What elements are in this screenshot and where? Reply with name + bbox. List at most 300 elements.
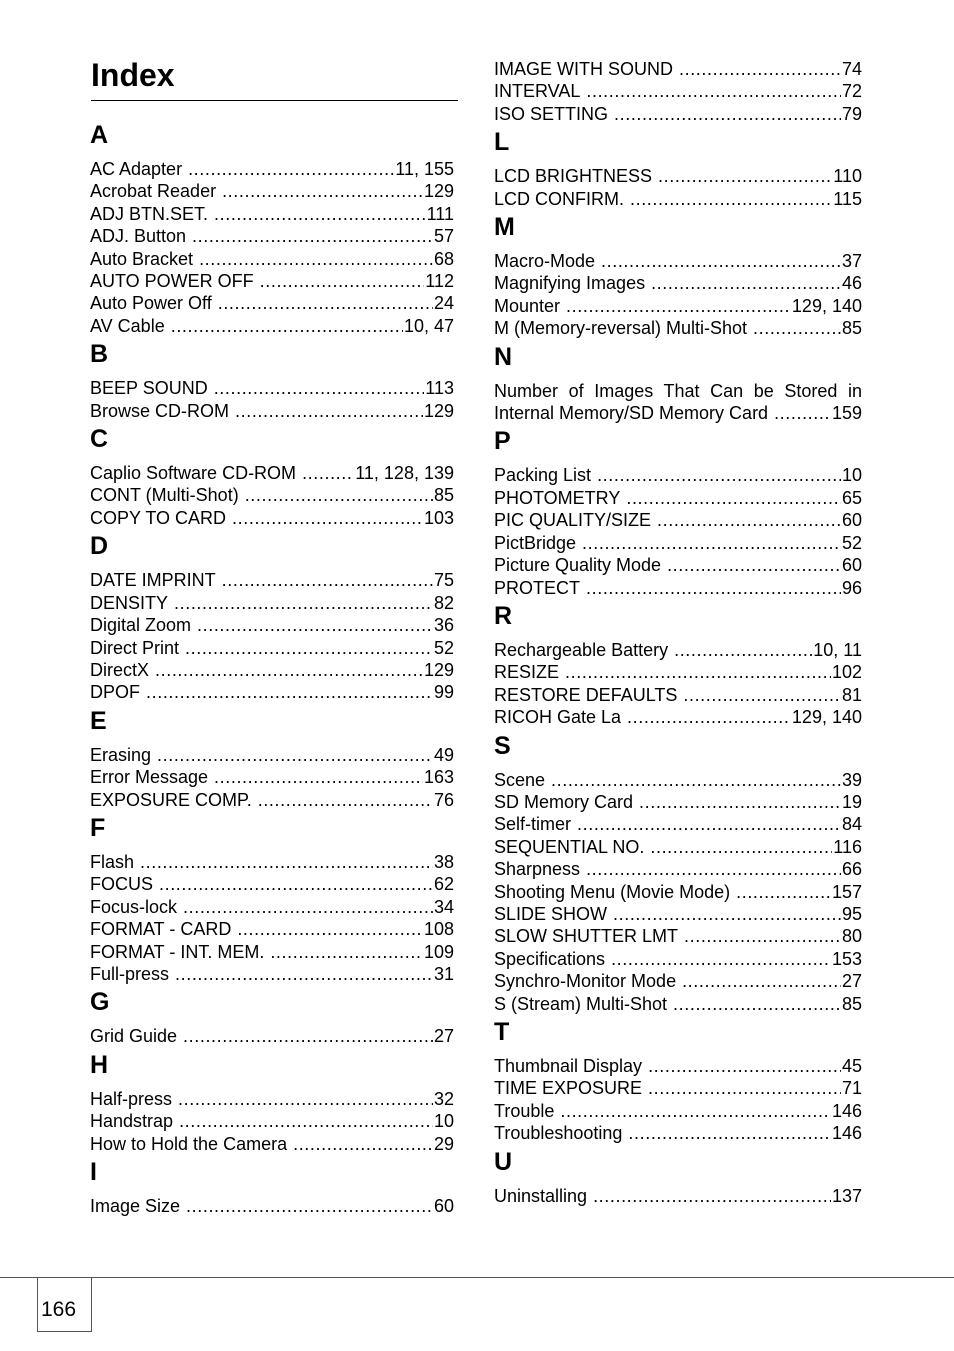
index-entry [90,569,454,591]
index-term: Specifications [494,948,606,969]
dot-leader [302,462,354,484]
index-entry [494,881,862,903]
section-letter: C [90,425,109,454]
index-entry [494,903,862,925]
dot-leader [146,681,433,703]
section-letter: F [90,813,106,842]
footer-rule [0,1277,954,1278]
index-entry [494,970,862,992]
dot-leader [222,180,423,202]
index-entry [90,180,454,202]
index-pages: 60 [433,1196,454,1216]
index-term: DirectX [90,659,150,680]
index-term: EXPOSURE COMP. [90,789,252,810]
index-term: FORMAT - CARD [90,919,232,940]
index-pages: 52 [433,637,454,658]
dot-leader [613,903,841,925]
index-entry [494,858,862,880]
index-term: Browse CD-ROM [90,400,230,421]
index-entry [494,80,862,102]
index-pages: 10, 47 [403,315,454,336]
index-pages: 108 [423,919,454,940]
index-pages: 68 [433,248,454,269]
dot-leader [551,769,841,791]
index-pages: 99 [433,682,454,703]
index-pages: 27 [841,971,862,992]
index-term: Error Message [90,767,209,788]
index-term: DPOF [90,682,141,703]
index-pages: 71 [841,1078,862,1099]
dot-leader [218,292,433,314]
index-term: Shooting Menu (Movie Mode) [494,881,731,902]
dot-leader [270,941,423,963]
index-pages: 75 [433,570,454,591]
index-entry [90,659,454,681]
index-term: Trouble [494,1100,555,1121]
index-entry [90,766,454,788]
index-entry [90,1110,454,1132]
entry-list [494,165,862,210]
index-pages: 109 [423,941,454,962]
index-term: Handstrap [90,1111,174,1132]
dot-leader [245,484,433,506]
dot-leader [186,1195,433,1217]
entry-list [90,1088,454,1155]
dot-leader [683,684,841,706]
index-pages: 52 [841,532,862,553]
index-entry [90,1133,454,1155]
index-term: S (Stream) Multi-Shot [494,993,668,1014]
dot-leader [237,918,423,940]
index-pages: 129, 140 [791,707,862,728]
index-pages: 137 [831,1185,862,1206]
index-column-right [494,58,862,1207]
index-term: SEQUENTIAL NO. [494,836,645,857]
section-letter: R [494,601,513,630]
index-column-left [90,118,454,1217]
index-entry [494,1185,862,1207]
dot-leader [199,248,433,270]
index-entry [494,554,862,576]
index-term: DENSITY [90,592,169,613]
index-entry [90,789,454,811]
index-term: Synchro-Monitor Mode [494,971,677,992]
dot-leader [614,103,841,125]
index-term: RESTORE DEFAULTS [494,684,678,705]
index-pages: 110 [833,166,862,187]
index-section [494,210,862,340]
index-pages: 46 [841,273,862,294]
dot-leader [650,836,832,858]
entry-list [90,377,454,422]
dot-leader [628,1122,831,1144]
index-pages: 84 [841,814,862,835]
dot-leader [260,270,425,292]
index-pages: 79 [841,103,862,124]
index-term: M (Memory-reversal) Multi-Shot [494,318,748,339]
dot-leader [648,1055,841,1077]
index-entry [494,993,862,1015]
index-term: SD Memory Card [494,791,634,812]
index-entry [494,532,862,554]
index-term: Flash [90,851,135,872]
dot-leader [586,577,841,599]
index-pages: 129 [423,659,454,680]
page-title: Index [91,54,458,101]
index-pages: 31 [433,963,454,984]
index-entry [494,1077,862,1099]
index-term: IMAGE WITH SOUND [494,59,673,79]
index-term: BEEP SOUND [90,378,208,399]
section-letter: M [494,213,515,242]
dot-leader [673,993,841,1015]
index-term: Auto Power Off [90,293,212,314]
index-term: TIME EXPOSURE [494,1078,643,1099]
index-term: Direct Print [90,637,180,658]
index-entry [90,1025,454,1047]
index-section [90,529,454,703]
index-term: LCD BRIGHTNESS [494,166,653,187]
index-term: RESIZE [494,662,560,683]
entry-list [90,1195,454,1217]
index-term: SLOW SHUTTER LMT [494,926,679,947]
section-letter: T [494,1018,510,1046]
dot-leader [178,1088,433,1110]
index-pages: 39 [841,769,862,790]
index-pages: 60 [841,555,862,576]
index-term: AV Cable [90,315,165,336]
index-entry [494,188,862,210]
index-entry [90,158,454,180]
dot-leader [293,1133,433,1155]
dot-leader [222,569,433,591]
index-pages: 80 [841,926,862,947]
dot-leader [651,272,841,294]
index-entry [494,948,862,970]
index-term: Digital Zoom [90,615,192,636]
dot-leader [171,315,403,337]
section-letter: U [494,1147,513,1176]
index-term: INTERVAL [494,81,581,102]
index-pages: 62 [433,874,454,895]
dot-leader [657,509,841,531]
index-term: ISO SETTING [494,103,609,124]
index-pages: 27 [433,1026,454,1047]
index-entry [494,272,862,294]
index-section [90,118,454,337]
index-entry [494,58,862,80]
index-term: Half-press [90,1088,173,1109]
dot-leader [597,464,841,486]
dot-leader [192,225,433,247]
index-entry [90,873,454,895]
index-entry [90,292,454,314]
index-pages: 116 [833,836,862,857]
entry-list [90,851,454,985]
index-term: Auto Bracket [90,248,194,269]
index-pages: 96 [841,577,862,598]
dot-leader [188,158,394,180]
dot-leader [159,873,433,895]
section-letter: I [90,1158,97,1186]
index-term: CONT (Multi-Shot) [90,485,239,506]
section-letter: D [90,532,109,561]
index-entry [90,681,454,703]
index-pages: 10 [841,465,862,486]
dot-leader [175,963,433,985]
index-pages: 153 [831,948,862,969]
entry-list [494,250,862,340]
dot-leader [667,554,841,576]
index-entry [494,661,862,683]
index-entry [90,203,454,225]
index-entry [90,315,454,337]
dot-leader [577,813,841,835]
dot-leader [566,295,791,317]
index-entry [494,1100,862,1122]
entry-list [90,158,454,337]
dot-leader [174,592,433,614]
index-entry [494,103,862,125]
section-letter: E [90,706,107,735]
dot-leader [179,1110,433,1132]
index-entry [494,577,862,599]
index-term: Caplio Software CD-ROM [90,463,297,484]
index-section [494,1145,862,1207]
index-section [494,424,862,598]
index-term: PictBridge [494,532,577,553]
entry-list [494,1185,862,1207]
dot-leader [648,1077,841,1099]
dot-leader [214,377,425,399]
index-pages: 11, 155 [395,159,454,179]
index-term: PIC QUALITY/SIZE [494,510,652,531]
section-letter: N [494,342,513,371]
index-pages: 113 [425,378,454,399]
index-term: PROTECT [494,577,581,598]
index-entry [90,270,454,292]
index-entry [494,836,862,858]
index-term: Packing List [494,465,592,486]
dot-leader [601,250,841,272]
index-entry [90,896,454,918]
entry-list [90,744,454,811]
index-term: Erasing [90,744,152,765]
dot-leader [639,791,841,813]
index-entry [494,684,862,706]
index-section [494,729,862,1015]
index-entry [494,464,862,486]
dot-leader [674,639,812,661]
index-term: DATE IMPRINT [90,570,216,591]
dot-leader [753,317,841,339]
index-entry [494,791,862,813]
index-pages: 115 [833,188,862,209]
dot-leader [560,1100,831,1122]
dot-leader [593,1185,831,1207]
index-term: RICOH Gate La [494,707,622,728]
index-pages: 66 [841,859,862,880]
index-entry [90,592,454,614]
index-term: Magnifying Images [494,273,646,294]
dot-leader [214,766,423,788]
dot-leader [183,1025,433,1047]
index-pages: 29 [433,1133,454,1154]
index-pages: 72 [841,81,862,102]
index-section [90,704,454,811]
index-pages: 163 [423,767,454,788]
index-entry [494,509,862,531]
index-term: AC Adapter [90,159,183,179]
index-entry [90,377,454,399]
index-term: PHOTOMETRY [494,487,621,508]
index-entry [494,1055,862,1077]
index-pages: 85 [433,485,454,506]
index-term: FOCUS [90,874,153,895]
index-pages: 57 [433,226,454,247]
entry-list [90,462,454,529]
entry-list [494,380,862,425]
dot-leader [214,203,426,225]
index-entry [90,1195,454,1217]
section-letter: S [494,731,511,760]
dot-leader [157,744,433,766]
dot-leader [140,851,433,873]
index-term: SLIDE SHOW [494,903,608,924]
index-pages: 37 [841,251,862,272]
index-term: Image Size [90,1196,181,1216]
index-term: Macro-Mode [494,251,596,272]
index-term: Scene [494,769,546,790]
index-entry [90,963,454,985]
index-pages: 146 [831,1100,862,1121]
index-entry [90,918,454,940]
index-pages: 38 [433,851,454,872]
entry-list [494,1055,862,1145]
section-letter: L [494,128,510,157]
section-letter: A [90,121,109,149]
index-pages: 10, 11 [813,639,862,660]
dot-leader [582,532,841,554]
index-pages: 82 [433,592,454,613]
dot-leader [627,706,791,728]
index-pages: 146 [831,1123,862,1144]
index-pages: 60 [841,510,862,531]
index-pages: 129 [423,400,454,421]
index-pages: 65 [841,487,862,508]
index-pages: 24 [433,293,454,314]
index-entry [494,250,862,272]
index-term: Troubleshooting [494,1123,623,1144]
dot-leader [197,614,433,636]
index-section [90,422,454,529]
dot-leader [736,881,831,903]
dot-leader [630,188,832,210]
index-section [90,1155,454,1217]
index-pages: 32 [433,1088,454,1109]
index-pages: 49 [433,744,454,765]
index-entry [494,317,862,339]
entry-list [494,464,862,598]
section-letter: H [90,1050,109,1079]
index-pages: 85 [841,318,862,339]
index-entry [494,487,862,509]
index-entry [90,941,454,963]
dot-leader [235,400,423,422]
index-entry [90,1088,454,1110]
index-entry [90,637,454,659]
index-pages: 112 [425,271,454,292]
index-pages: 10 [433,1111,454,1132]
index-entry [494,706,862,728]
index-section [494,599,862,729]
section-letter: B [90,340,109,369]
index-section [90,811,454,985]
dot-leader [155,659,423,681]
section-letter: P [494,427,511,456]
index-pages: 85 [841,993,862,1014]
index-entry [494,1122,862,1144]
index-entry [90,614,454,636]
index-pages: 81 [841,684,862,705]
section-letter: G [90,988,110,1017]
entry-list [494,639,862,729]
index-term: LCD CONFIRM. [494,188,624,209]
page-number: 166 [41,1298,77,1321]
dot-leader [611,948,831,970]
dot-leader [682,970,841,992]
dot-leader [586,858,841,880]
index-pages: 159 [831,403,862,424]
dot-leader [658,165,832,187]
index-entry [494,295,862,317]
dot-leader [185,637,433,659]
entry-list [90,569,454,703]
index-term: Thumbnail Display [494,1056,643,1076]
dot-leader [258,789,433,811]
dot-leader [626,487,841,509]
index-entry [494,925,862,947]
index-entry [494,639,862,661]
index-pages: 129, 140 [791,295,862,316]
index-pages: 95 [841,903,862,924]
index-entry [90,484,454,506]
index-term: Self-timer [494,814,572,835]
index-pages: 19 [841,791,862,812]
index-term-line1: Number of Images That Can be Stored in [494,380,862,401]
index-term: ADJ. Button [90,226,187,247]
dot-leader [565,661,831,683]
index-term: AUTO POWER OFF [90,271,254,292]
index-term: Full-press [90,963,170,984]
continued-entries [494,58,862,125]
entry-list [494,769,862,1015]
entry-list [90,1025,454,1047]
index-section [494,1015,862,1145]
index-pages: 103 [423,507,454,528]
index-term: Mounter [494,295,561,316]
index-entry [494,769,862,791]
index-section [90,337,454,422]
index-entry [90,462,454,484]
dot-leader [232,507,423,529]
index-section [90,1048,454,1155]
index-term: ADJ BTN.SET. [90,203,209,224]
index-term: Picture Quality Mode [494,555,662,576]
index-term: Grid Guide [90,1026,178,1047]
index-term: COPY TO CARD [90,507,227,528]
index-pages: 11, 128, 139 [355,463,454,484]
